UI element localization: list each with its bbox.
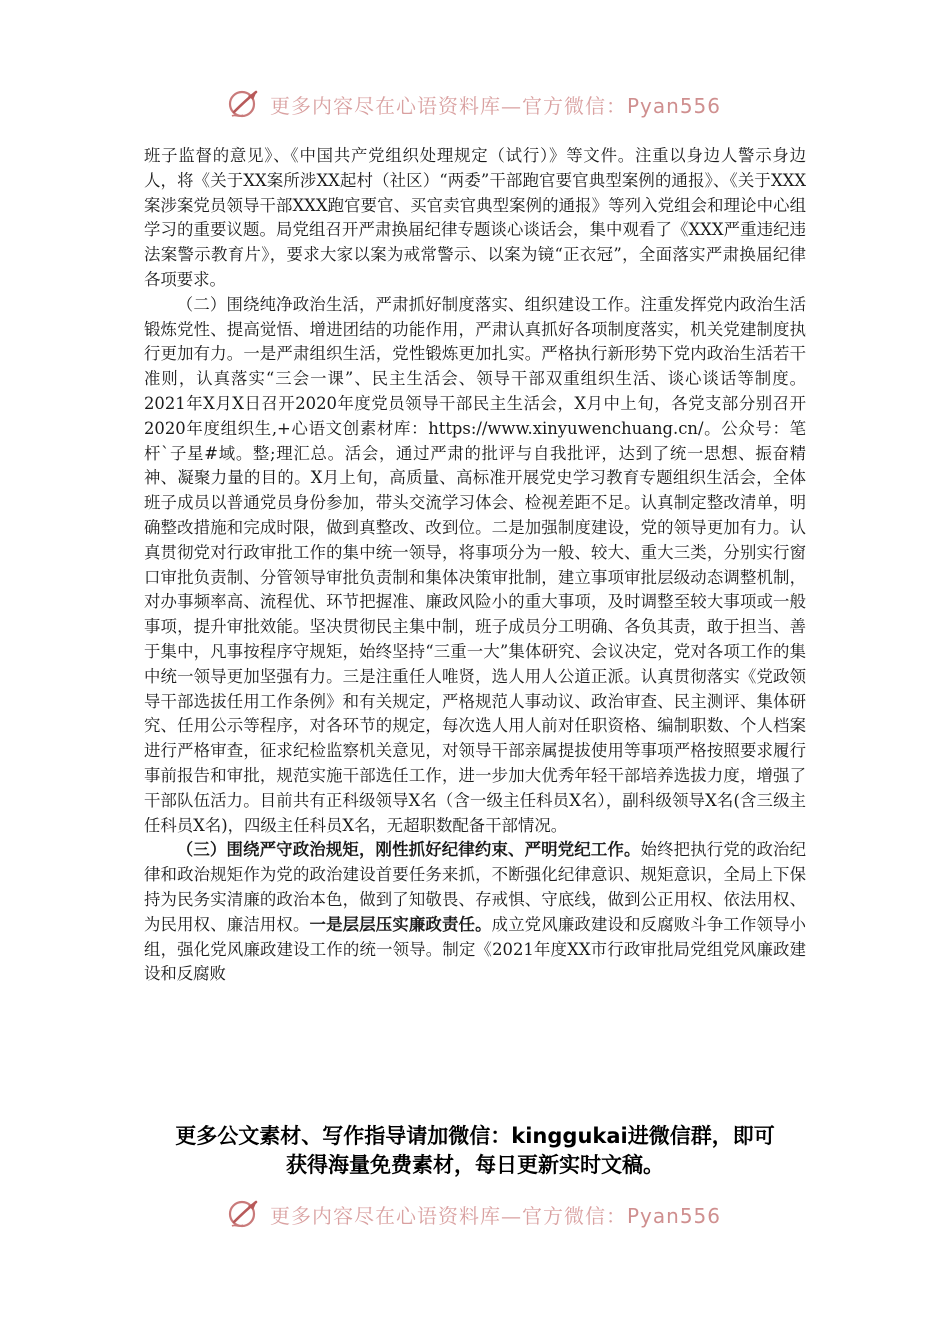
- watermark-text: [270, 1200, 721, 1229]
- pen-flourish-logo-icon: [226, 1196, 262, 1232]
- promo-notice: [130, 1122, 820, 1180]
- watermark-text-en: Pyan556: [627, 1203, 722, 1228]
- paragraph-2-heading: （二）围绕纯净政治生活，严肃抓好制度落实、组织建设工作。: [176, 294, 641, 314]
- paragraph-3-subheading: 一是层层压实廉政责任。: [309, 914, 492, 934]
- paragraph-1-text: 班子监督的意见》、《中国共产党组织处理规定（试行）》等文件。注重以身边人警示身边人，将《关于XX案所涉XX起村（社区）“两委”干部跑官要官典型案例的通报》、《关于XXX案涉案党员领导干部XXX跑官要官、买官卖官典型案例的通报》等列入党组会和理论中心组学习的重要议题。局党组召开严肃换届纪律专题谈心谈话会，集中观看了《XXX严重违纪违法案警示教育片》，要求大家以案为戒常警示、以案为镜“正衣冠”，全面落实严肃换届纪律各项要求。: [144, 146, 806, 289]
- paragraph-2-text: 注重发挥党内政治生活锻炼党性、提高觉悟、增进团结的功能作用，严肃认真抓好各项制度落实，机关党建制度执行更加有力。一是严肃组织生活，党性锻炼更加扎实。严格执行新形势下党内政治生活若干准则，认真落实“三会一课”、民主生活会、领导干部双重组织生活、谈心谈话等制度。2021年X月X日召开2020年度党员领导干部民主生活会，X月中上旬，各党支部分别召开2020年度组织生,+心语文创素材库：https://www.xinyuwenchuang.cn/。公众号：笔杆`子星#域。整;理汇总。活会，通过严肃的批评与自我批评，达到了统一思想、振奋精神、凝聚力量的目的。X月上旬，高质量、高标准开展党史学习教育专题组织生活会，全体班子成员以普通党员身份参加，带头交流学习体会、检视差距不足。认真制定整改清单，明确整改措施和完成时限，做到真整改、改到位。二是加强制度建设，党的领导更加有力。认真贯彻党对行政审批工作的集中统一领导，将事项分为一般、较大、重大三类，分别实行窗口审批负责制、分管领导审批负责制和集体决策审批制，建立事项审批层级动态调整机制，对办事频率高、流程优、环节把握准、廉政风险小的重大事项，及时调整至较大事项或一般事项，提升审批效能。坚决贯彻民主集中制，班子成员分工明确、各负其责，敢于担当、善于集中，凡事按程序守规矩，始终坚持“三重一大”集体研究、会议决定，党对各项工作的集中统一领导更加坚强有力。三是注重任人唯贤，选人用人公道正派。认真贯彻落实《党政领导干部选拔任用工作条例》和有关规定，严格规范人事动议、政治审查、民主测评、集体研究、任用公示等程序，对各环节的规定，每次选人用人前对任职资格、编制职数、个人档案进行严格审查，征求纪检监察机关意见，对领导干部亲属提拔使用等事项严格按照要求履行事前报告和审批，规范实施干部选任工作，进一步加大优秀年轻干部培养选拔力度，增强了干部队伍活力。目前共有正科级领导X名（含一级主任科员X名），副科级领导X名(含三级主任科员X名)，四级主任科员X名，无超职数配备干部情况。: [144, 294, 806, 835]
- promo-notice-line-2: 获得海量免费素材，每日更新实时文稿。: [286, 1153, 664, 1177]
- watermark-header: [226, 84, 746, 124]
- watermark-footer: [226, 1194, 746, 1234]
- watermark-text-cn: 更多内容尽在心语资料库—官方微信：: [270, 93, 627, 118]
- watermark-text: [270, 90, 721, 119]
- watermark-text-cn: 更多内容尽在心语资料库—官方微信：: [270, 1203, 627, 1228]
- document-body: [144, 144, 806, 987]
- pen-flourish-logo-icon: [226, 86, 262, 122]
- paragraph-2: [144, 293, 806, 839]
- paragraph-3-text: 始终把执行党的政治纪律和政治规矩作为党的政治建设首要任务来抓，不断强化纪律意识、规矩意识，全局上下保持为民务实清廉的政治本色，做到了知敬畏、存戒惧、守底线，做到公正用权、依法用权、为民用权、廉洁用权。: [144, 840, 806, 934]
- paragraph-3-text-continued: 成立党风廉政建设和反腐败斗争工作领导小组，强化党风廉政建设工作的统一领导。制定《2021年度XX市行政审批局党组党风廉政建设和反腐败: [144, 914, 807, 984]
- paragraph-3-heading: （三）围绕严守政治规矩，刚性抓好纪律约束、严明党纪工作。: [176, 840, 641, 860]
- paragraph-3: [144, 838, 806, 987]
- promo-notice-line-1: 更多公文素材、写作指导请加微信：kinggukai进微信群，即可: [175, 1124, 775, 1148]
- paragraph-1: [144, 144, 806, 293]
- watermark-text-en: Pyan556: [627, 93, 722, 118]
